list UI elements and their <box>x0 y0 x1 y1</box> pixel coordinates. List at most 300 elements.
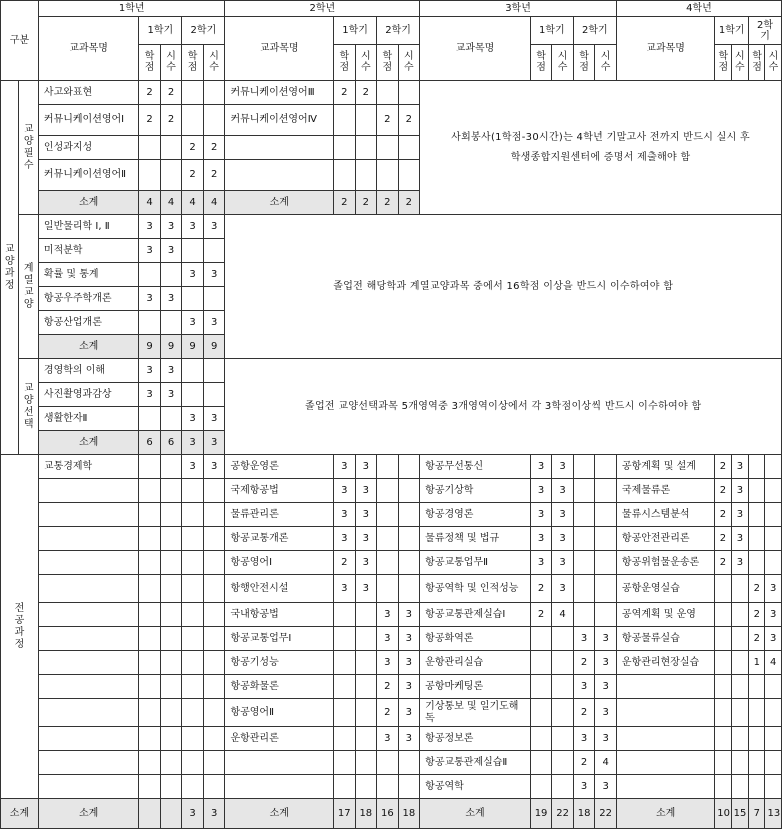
hours-sem2 <box>203 775 225 799</box>
course-name <box>38 675 138 699</box>
credit-sem1 <box>334 751 356 775</box>
hours-sem1: 3 <box>731 527 748 551</box>
hours-sem2: 3 <box>765 603 782 627</box>
volunteer-note-line2: 학생종합지원센터에 증명서 제출해야 함 <box>510 151 691 163</box>
course-name: 공항운영실습 <box>616 575 714 603</box>
course-name <box>225 775 334 799</box>
empty-cell <box>355 136 377 160</box>
hours-sem2: 18 <box>398 799 420 829</box>
course-name <box>38 651 138 675</box>
hours-sem2 <box>398 551 420 575</box>
credit-sem2: 3 <box>182 263 204 287</box>
course-name: 국제항공법 <box>225 479 334 503</box>
subsection-elective-label: 교양선택 <box>23 382 34 430</box>
credit-sem1: 2 <box>334 191 356 215</box>
hours-sem2 <box>765 527 782 551</box>
hours-sem2 <box>398 81 420 105</box>
hours-sem1 <box>160 727 182 751</box>
course-name: 국내항공법 <box>225 603 334 627</box>
header-sem2-year4 <box>749 17 782 45</box>
credit-sem2: 16 <box>377 799 399 829</box>
credit-sem2: 18 <box>573 799 595 829</box>
hours-sem1: 3 <box>355 575 377 603</box>
hours-sem2: 2 <box>203 136 225 160</box>
hours-sem2 <box>398 527 420 551</box>
credit-sem1: 3 <box>334 527 356 551</box>
hours-sem2: 3 <box>765 575 782 603</box>
hours-sem2: 3 <box>398 675 420 699</box>
credit-sem1: 6 <box>139 431 161 455</box>
hours-sem2: 2 <box>203 160 225 191</box>
empty-cell <box>355 160 377 191</box>
credit-sem2 <box>573 603 595 627</box>
credit-sem2 <box>749 455 765 479</box>
credit-sem1: 2 <box>334 551 356 575</box>
hours-sem2 <box>595 455 617 479</box>
hours-sem1 <box>355 675 377 699</box>
credit-sem2 <box>182 651 204 675</box>
course-name: 항공우주학개론 <box>38 287 138 311</box>
hours-sem2: 4 <box>203 191 225 215</box>
hours-sem2 <box>203 81 225 105</box>
table-row <box>1 479 782 503</box>
credit-sem1 <box>139 136 161 160</box>
hours-sem2: 3 <box>765 627 782 651</box>
course-name: 공항계획 및 설계 <box>616 455 714 479</box>
course-name: 물류정책 및 법규 <box>420 527 531 551</box>
credit-sem2 <box>182 503 204 527</box>
subsection-basic <box>19 215 38 359</box>
course-name <box>38 699 138 727</box>
header-credit: 학점 <box>715 45 731 81</box>
hours-sem1 <box>552 627 574 651</box>
course-name: 항공산업개론 <box>38 311 138 335</box>
credit-sem1 <box>530 727 552 751</box>
credit-sem2: 2 <box>377 675 399 699</box>
hours-sem1: 3 <box>552 503 574 527</box>
credit-sem1 <box>139 775 161 799</box>
hours-sem2: 3 <box>203 263 225 287</box>
credit-sem1 <box>139 311 161 335</box>
volunteer-note-line1: 사회봉사(1학점-30시간)는 4학년 기말고사 전까지 반드시 실시 후 <box>451 131 751 143</box>
credit-sem1 <box>715 675 731 699</box>
hours-sem1 <box>552 651 574 675</box>
credit-sem2 <box>377 527 399 551</box>
hours-sem1: 3 <box>552 479 574 503</box>
course-name: 확률 및 통계 <box>38 263 138 287</box>
header-course-name: 교과목명 <box>225 17 334 81</box>
credit-sem1 <box>334 651 356 675</box>
header-hours: 시수 <box>765 45 782 81</box>
hours-sem1 <box>731 727 748 751</box>
header-hours: 시수 <box>398 45 420 81</box>
course-name: 커뮤니케이션영어Ⅳ <box>225 105 334 136</box>
table-row <box>1 651 782 675</box>
table-row <box>1 627 782 651</box>
credit-sem2 <box>182 775 204 799</box>
hours-sem1 <box>160 479 182 503</box>
credit-sem1: 3 <box>139 239 161 263</box>
hours-sem1 <box>160 136 182 160</box>
subtotal-row <box>1 799 782 829</box>
credit-sem1 <box>139 799 161 829</box>
credit-sem1 <box>530 775 552 799</box>
credit-sem2 <box>749 727 765 751</box>
credit-sem1 <box>139 751 161 775</box>
credit-sem1 <box>334 603 356 627</box>
hours-sem1 <box>160 751 182 775</box>
section-liberal-arts-label: 교양과정 <box>4 243 15 291</box>
hours-sem2: 3 <box>203 799 225 829</box>
hours-sem1 <box>160 263 182 287</box>
table-row <box>1 775 782 799</box>
header-credit: 학점 <box>573 45 595 81</box>
hours-sem1: 3 <box>731 455 748 479</box>
hours-sem1 <box>731 575 748 603</box>
course-name: 항공경영론 <box>420 503 531 527</box>
subtotal-label: 소계 <box>1 799 39 829</box>
hours-sem1 <box>552 727 574 751</box>
liberal-arts-body <box>1 81 782 455</box>
credit-sem2 <box>182 627 204 651</box>
subsection-elective <box>19 359 38 455</box>
credit-sem2: 3 <box>182 311 204 335</box>
hours-sem1: 4 <box>160 191 182 215</box>
header-credit: 학점 <box>182 45 204 81</box>
course-name <box>38 479 138 503</box>
hours-sem1 <box>731 627 748 651</box>
credit-sem2: 3 <box>573 675 595 699</box>
hours-sem2 <box>398 503 420 527</box>
credit-sem2: 3 <box>377 627 399 651</box>
hours-sem2: 13 <box>765 799 782 829</box>
credit-sem2 <box>182 603 204 627</box>
hours-sem2: 3 <box>203 455 225 479</box>
credit-sem2 <box>182 727 204 751</box>
course-name: 물류시스템분석 <box>616 503 714 527</box>
hours-sem2 <box>203 105 225 136</box>
credit-sem1: 2 <box>139 105 161 136</box>
credit-sem1 <box>139 603 161 627</box>
credit-sem1: 3 <box>139 359 161 383</box>
major-body <box>1 455 782 829</box>
hours-sem2 <box>765 455 782 479</box>
header-credit: 학점 <box>334 45 356 81</box>
credit-sem2 <box>749 775 765 799</box>
credit-sem2: 2 <box>573 751 595 775</box>
credit-sem1 <box>139 503 161 527</box>
course-name: 항공화역론 <box>420 627 531 651</box>
course-name: 항공안전관리론 <box>616 527 714 551</box>
credit-sem2 <box>182 527 204 551</box>
course-name: 항공교통개론 <box>225 527 334 551</box>
course-name: 일반물리학 Ⅰ, Ⅱ <box>38 215 138 239</box>
credit-sem1 <box>139 160 161 191</box>
hours-sem1 <box>160 651 182 675</box>
course-name <box>38 751 138 775</box>
course-name: 항공역학 <box>420 775 531 799</box>
hours-sem1: 3 <box>355 551 377 575</box>
hours-sem1 <box>160 675 182 699</box>
credit-sem2: 2 <box>377 699 399 727</box>
credit-sem1 <box>334 627 356 651</box>
hours-sem1: 3 <box>160 215 182 239</box>
hours-sem1: 2 <box>160 81 182 105</box>
credit-sem2 <box>182 287 204 311</box>
course-name: 항공물류실습 <box>616 627 714 651</box>
credit-sem1: 2 <box>715 479 731 503</box>
header-course-name: 교과목명 <box>616 17 714 81</box>
empty-cell <box>334 136 356 160</box>
hours-sem1: 2 <box>355 81 377 105</box>
table-row <box>1 727 782 751</box>
header-hours: 시수 <box>203 45 225 81</box>
course-name <box>38 627 138 651</box>
hours-sem2 <box>203 699 225 727</box>
hours-sem2 <box>765 775 782 799</box>
credit-sem2: 1 <box>749 651 765 675</box>
credit-sem2 <box>182 575 204 603</box>
hours-sem2 <box>595 479 617 503</box>
hours-sem1 <box>731 699 748 727</box>
credit-sem1 <box>139 479 161 503</box>
hours-sem2 <box>203 575 225 603</box>
course-name: 생활한자Ⅱ <box>38 407 138 431</box>
credit-sem2 <box>377 455 399 479</box>
hours-sem2: 3 <box>595 775 617 799</box>
header-sem2-year4-a: 2학 <box>757 19 774 31</box>
hours-sem1 <box>160 551 182 575</box>
hours-sem1 <box>355 627 377 651</box>
header-sem1: 1학기 <box>530 17 573 45</box>
hours-sem1: 9 <box>160 335 182 359</box>
credit-sem1 <box>530 699 552 727</box>
credit-sem2 <box>377 751 399 775</box>
hours-sem2 <box>203 675 225 699</box>
credit-sem1: 3 <box>139 383 161 407</box>
course-name: 항공교통관제실습Ⅰ <box>420 603 531 627</box>
hours-sem2 <box>398 575 420 603</box>
credit-sem1: 17 <box>334 799 356 829</box>
header-credit: 학점 <box>377 45 399 81</box>
hours-sem1 <box>552 775 574 799</box>
course-name <box>38 527 138 551</box>
hours-sem1: 3 <box>552 551 574 575</box>
credit-sem2 <box>749 699 765 727</box>
course-name: 항공화물론 <box>225 675 334 699</box>
hours-sem2: 3 <box>203 311 225 335</box>
course-name: 운항관리현장실습 <box>616 651 714 675</box>
hours-sem1 <box>355 775 377 799</box>
hours-sem2 <box>595 527 617 551</box>
credit-sem2: 3 <box>182 455 204 479</box>
credit-sem2 <box>749 503 765 527</box>
credit-sem1 <box>715 651 731 675</box>
table-row <box>1 675 782 699</box>
credit-sem2 <box>749 551 765 575</box>
credit-sem2 <box>573 479 595 503</box>
hours-sem2: 3 <box>595 627 617 651</box>
credit-sem1: 2 <box>530 575 552 603</box>
credit-sem2 <box>573 455 595 479</box>
credit-sem1: 3 <box>334 455 356 479</box>
credit-sem1: 2 <box>715 455 731 479</box>
course-name: 교통경제학 <box>38 455 138 479</box>
credit-sem1 <box>530 675 552 699</box>
hours-sem1 <box>160 311 182 335</box>
basic-note: 졸업전 해당학과 계열교양과목 중에서 16학점 이상을 반드시 이수하여야 함 <box>225 215 782 359</box>
hours-sem2: 2 <box>398 191 420 215</box>
subtotal-label: 소계 <box>38 335 138 359</box>
credit-sem2: 3 <box>573 727 595 751</box>
credit-sem2: 4 <box>182 191 204 215</box>
section-liberal-arts <box>1 81 19 455</box>
course-name: 항공정보론 <box>420 727 531 751</box>
course-name: 항공교통업무Ⅱ <box>420 551 531 575</box>
hours-sem1 <box>355 751 377 775</box>
hours-sem1: 3 <box>160 239 182 263</box>
hours-sem2: 3 <box>595 699 617 727</box>
course-name: 항공영어Ⅱ <box>225 699 334 727</box>
credit-sem1 <box>334 775 356 799</box>
hours-sem2: 2 <box>398 105 420 136</box>
section-major-label: 전공과정 <box>14 602 25 650</box>
credit-sem1 <box>139 651 161 675</box>
header-sem2: 2학기 <box>182 17 225 45</box>
hours-sem2: 22 <box>595 799 617 829</box>
credit-sem2 <box>377 575 399 603</box>
credit-sem1: 3 <box>530 551 552 575</box>
credit-sem1: 4 <box>139 191 161 215</box>
credit-sem1: 2 <box>715 551 731 575</box>
credit-sem2 <box>377 503 399 527</box>
course-name: 공역계획 및 운영 <box>616 603 714 627</box>
credit-sem1 <box>139 727 161 751</box>
hours-sem2 <box>203 603 225 627</box>
course-name: 항공기상학 <box>420 479 531 503</box>
table-row <box>1 699 782 727</box>
subsection-required-label: 교양필수 <box>23 123 34 171</box>
course-name <box>225 160 334 191</box>
hours-sem1 <box>731 603 748 627</box>
subsection-basic-label: 계열교양 <box>23 262 34 310</box>
hours-sem1: 3 <box>355 503 377 527</box>
credit-sem2: 2 <box>182 160 204 191</box>
course-name <box>38 603 138 627</box>
hours-sem2 <box>203 627 225 651</box>
hours-sem2 <box>765 551 782 575</box>
course-name: 항공교통업무Ⅰ <box>225 627 334 651</box>
hours-sem1 <box>552 699 574 727</box>
credit-sem2 <box>182 751 204 775</box>
header-hours: 시수 <box>595 45 617 81</box>
hours-sem1 <box>160 627 182 651</box>
hours-sem2 <box>765 479 782 503</box>
hours-sem1: 4 <box>552 603 574 627</box>
hours-sem1: 15 <box>731 799 748 829</box>
hours-sem2 <box>398 455 420 479</box>
subsection-required <box>19 81 38 215</box>
hours-sem2 <box>398 775 420 799</box>
credit-sem2: 3 <box>573 775 595 799</box>
course-name: 항공무선통신 <box>420 455 531 479</box>
hours-sem2: 3 <box>398 727 420 751</box>
course-name: 기상통보 및 일기도해독 <box>420 699 531 727</box>
section-major <box>1 455 39 799</box>
header-sem2: 2학기 <box>573 17 616 45</box>
credit-sem1: 2 <box>139 81 161 105</box>
credit-sem2 <box>377 551 399 575</box>
credit-sem2 <box>182 551 204 575</box>
header-course-name: 교과목명 <box>38 17 138 81</box>
subtotal-label: 소계 <box>38 799 138 829</box>
credit-sem1 <box>139 527 161 551</box>
hours-sem1: 3 <box>160 383 182 407</box>
course-name <box>38 775 138 799</box>
hours-sem2 <box>595 575 617 603</box>
header-course-name: 교과목명 <box>420 17 531 81</box>
hours-sem1 <box>355 651 377 675</box>
hours-sem2 <box>398 479 420 503</box>
course-name: 커뮤니케이션영어Ⅰ <box>38 105 138 136</box>
course-name: 경영학의 이해 <box>38 359 138 383</box>
credit-sem2: 3 <box>573 627 595 651</box>
table-row <box>1 575 782 603</box>
hours-sem1 <box>160 775 182 799</box>
header-year1: 1학년 <box>38 1 225 17</box>
hours-sem1 <box>355 603 377 627</box>
header-sem1: 1학기 <box>334 17 377 45</box>
credit-sem2 <box>182 81 204 105</box>
hours-sem1: 6 <box>160 431 182 455</box>
hours-sem2 <box>595 551 617 575</box>
hours-sem1 <box>355 727 377 751</box>
credit-sem1 <box>139 263 161 287</box>
table-row <box>1 359 782 383</box>
subtotal-label: 소계 <box>420 799 531 829</box>
hours-sem2: 9 <box>203 335 225 359</box>
credit-sem2 <box>377 81 399 105</box>
header-sem1: 1학기 <box>139 17 182 45</box>
hours-sem1: 3 <box>355 479 377 503</box>
header-row-semesters <box>1 17 782 45</box>
course-name: 커뮤니케이션영어Ⅲ <box>225 81 334 105</box>
course-name <box>38 503 138 527</box>
hours-sem2: 4 <box>595 751 617 775</box>
credit-sem2 <box>182 239 204 263</box>
header-year3: 3학년 <box>420 1 617 17</box>
course-name: 운항관리실습 <box>420 651 531 675</box>
hours-sem1 <box>731 751 748 775</box>
credit-sem1: 3 <box>334 479 356 503</box>
hours-sem1: 3 <box>160 287 182 311</box>
hours-sem2 <box>203 651 225 675</box>
course-name: 항공역학 및 인적성능 <box>420 575 531 603</box>
credit-sem2: 2 <box>377 191 399 215</box>
hours-sem2 <box>203 479 225 503</box>
course-name <box>225 751 334 775</box>
course-name: 운항관리론 <box>225 727 334 751</box>
hours-sem2: 3 <box>398 627 420 651</box>
credit-sem2 <box>573 551 595 575</box>
credit-sem2: 3 <box>377 727 399 751</box>
course-name: 공항운영론 <box>225 455 334 479</box>
empty-cell <box>377 160 399 191</box>
credit-sem1: 3 <box>139 215 161 239</box>
credit-sem2 <box>182 105 204 136</box>
course-name: 커뮤니케이션영어Ⅱ <box>38 160 138 191</box>
hours-sem1: 3 <box>355 527 377 551</box>
